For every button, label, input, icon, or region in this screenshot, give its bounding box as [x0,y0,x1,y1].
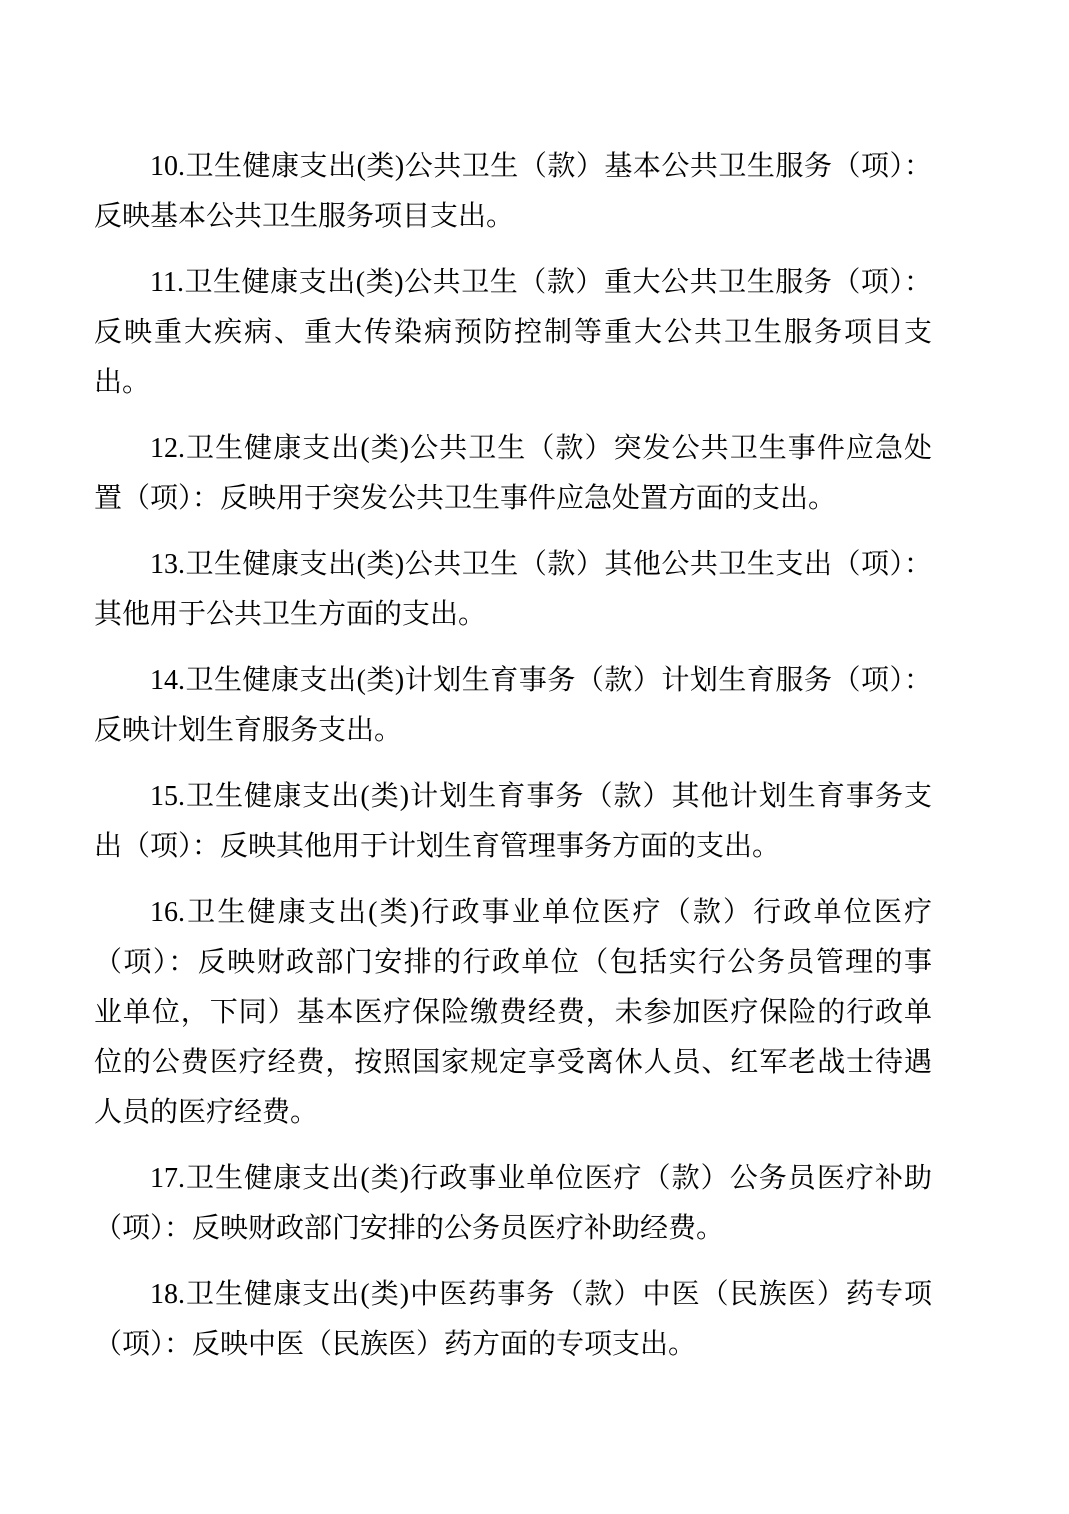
paragraph-11 [94,258,932,408]
text-line: 10.卫生健康支出(类)公共卫生（款）基本公共卫生服务（项）： [150,151,932,182]
paragraph-15 [94,772,932,872]
paragraph-13 [94,540,932,640]
text-line: 17.卫生健康支出(类)行政事业单位医疗（款）公务员医疗补助 [150,1163,932,1194]
text-line: 反映重大疾病、重大传染病预防控制等重大公共卫生服务项目支 [94,317,932,348]
text-line: 位的公费医疗经费，按照国家规定享受离休人员、红军老战士待遇 [94,1047,932,1078]
text-line: （项）：反映财政部门安排的公务员医疗补助经费。 [94,1213,725,1244]
text-line: 人员的医疗经费。 [94,1097,319,1128]
text-line: 15.卫生健康支出(类)计划生育事务（款）其他计划生育事务支 [150,781,932,812]
text-line: 14.卫生健康支出(类)计划生育事务（款）计划生育服务（项）： [150,665,932,696]
paragraph-17 [94,1154,932,1254]
paragraph-12 [94,424,932,524]
text-line: 反映计划生育服务支出。 [94,715,403,746]
text-line: 13.卫生健康支出(类)公共卫生（款）其他公共卫生支出（项）： [150,549,932,580]
text-line: 出。 [94,367,151,398]
text-line: 16.卫生健康支出(类)行政事业单位医疗（款）行政单位医疗 [150,897,932,928]
paragraph-16 [94,888,932,1138]
paragraph-10 [94,142,932,242]
text-line: 业单位，下同）基本医疗保险缴费经费，未参加医疗保险的行政单 [94,997,932,1028]
text-line: （项）：反映财政部门安排的行政单位（包括实行公务员管理的事 [94,947,932,978]
paragraph-14 [94,656,932,756]
text-line: 反映基本公共卫生服务项目支出。 [94,201,515,232]
text-line: 置（项）：反映用于突发公共卫生事件应急处置方面的支出。 [94,483,837,514]
text-line: 18.卫生健康支出(类)中医药事务（款）中医（民族医）药专项 [150,1279,932,1310]
paragraph-18 [94,1270,932,1370]
text-line: 出（项）：反映其他用于计划生育管理事务方面的支出。 [94,831,781,862]
text-line: （项）：反映中医（民族医）药方面的专项支出。 [94,1329,697,1360]
document-body [94,142,932,1370]
text-line: 其他用于公共卫生方面的支出。 [94,599,487,630]
text-line: 11.卫生健康支出(类)公共卫生（款）重大公共卫生服务（项）： [150,267,932,298]
text-line: 12.卫生健康支出(类)公共卫生（款）突发公共卫生事件应急处 [150,433,932,464]
